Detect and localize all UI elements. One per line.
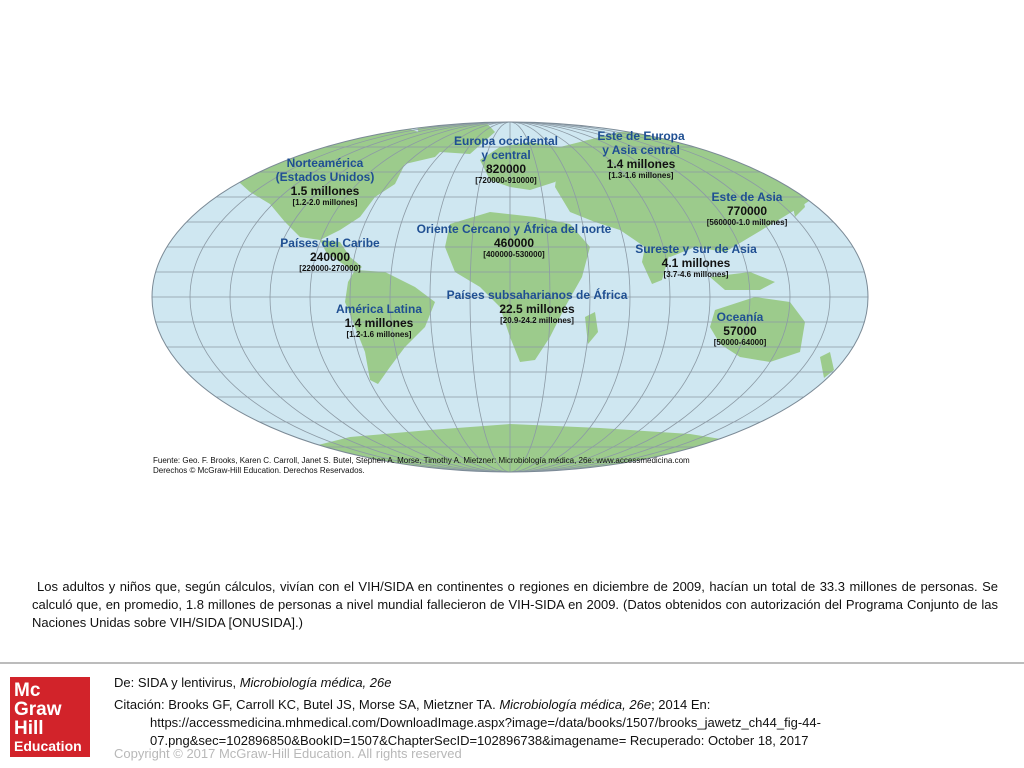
region-range: [400000-530000]: [483, 250, 545, 259]
region-range: [220000-270000]: [299, 264, 361, 273]
region-label-subsaharianos: [447, 288, 628, 326]
source-book-title: Microbiología médica, 26e: [239, 675, 392, 690]
region-range: [1.2-2.0 millones]: [292, 198, 358, 207]
region-value: 1.5 millones: [290, 184, 360, 198]
region-range: [560000-1.0 millones]: [706, 218, 788, 227]
region-value: 4.1 millones: [661, 256, 731, 270]
region-value: 460000: [493, 236, 535, 250]
citation-url-line-2[interactable]: 07.png&sec=102896850&BookID=1507&ChapterSecID=102896738&imagename= Recuperado: October 18, 2017: [150, 733, 809, 748]
region-name: Norteamérica (Estados Unidos): [275, 156, 375, 184]
region-value: 57000: [723, 324, 757, 338]
region-name: América Latina: [335, 302, 423, 316]
logo-text-mc: Mc: [14, 680, 41, 701]
region-name: Oceanía: [716, 310, 764, 324]
region-label-oceania: [714, 310, 766, 348]
citation-suffix: ; 2014 En:: [651, 697, 711, 712]
region-value: 22.5 millones: [499, 302, 575, 316]
region-value: 820000: [485, 162, 527, 176]
region-name: Europa occidental y central: [453, 134, 559, 162]
region-label-sureste-asia: [635, 242, 757, 280]
citation-url-line-1[interactable]: https://accessmedicina.mhmedical.com/DownloadImage.aspx?image=/data/books/1507/brooks_jawetz_ch44_fig-44-: [150, 715, 821, 730]
region-label-este-europa: [597, 129, 684, 181]
logo-text-education: Education: [14, 738, 82, 754]
region-name: Este de Europa y Asia central: [597, 129, 685, 157]
copyright-notice: Copyright © 2017 McGraw-Hill Education. All rights reserved: [114, 746, 462, 761]
region-range: [50000-64000]: [713, 338, 767, 347]
region-value: 1.4 millones: [344, 316, 414, 330]
source-from-prefix: De: SIDA y lentivirus,: [114, 675, 240, 690]
region-name: Oriente Cercano y África del norte: [416, 222, 612, 236]
map-source-line-1: Fuente: Geo. F. Brooks, Karen C. Carroll, Janet S. Butel, Stephen A. Morse, Timothy A. Mietzner: Microbiología médica, 26e: www.accessmedicina.com: [153, 456, 690, 465]
region-label-oriente-cercano: [417, 222, 612, 260]
map-source-credit: [153, 456, 690, 476]
map-source-line-2: Derechos © McGraw-Hill Education. Derechos Reservados.: [153, 466, 365, 475]
logo-text-graw: Graw: [14, 699, 62, 720]
region-label-america-latina: [336, 302, 422, 340]
logo-text-hill: Hill: [14, 718, 44, 739]
world-map: [150, 112, 870, 478]
citation-separator: .: [492, 697, 500, 712]
figure-caption: [32, 578, 998, 632]
region-value: 240000: [309, 250, 351, 264]
source-citation: [114, 674, 1014, 750]
region-name: Países subsaharianos de África: [446, 288, 628, 302]
region-name: Este de Asia: [711, 190, 783, 204]
region-range: [720000-910000]: [475, 176, 537, 185]
region-label-europa-occidental: [454, 134, 558, 186]
region-range: [1.3-1.6 millones]: [608, 171, 674, 180]
region-name: Sureste y sur de Asia: [635, 242, 757, 256]
region-name: Países del Caribe: [280, 236, 380, 250]
region-range: [3.7-4.6 millones]: [663, 270, 729, 279]
region-label-este-asia: [707, 190, 787, 228]
region-label-caribe: [280, 236, 379, 274]
citation-book-title: Microbiología médica, 26e: [499, 697, 652, 712]
citation-prefix: Citación: Brooks GF, Carroll KC, Butel JS, Morse SA, Mietzner TA: [114, 697, 493, 712]
region-label-norteamerica: [276, 156, 375, 208]
mcgraw-hill-education-logo: [10, 677, 90, 757]
citation-line: [114, 696, 1014, 714]
footer-divider: [0, 662, 1024, 664]
figure-caption-text: Los adultos y niños que, según cálculos, vivían con el VIH/SIDA en continentes o regiones en diciembre de 2009, hacían un total de 33.3 millones de personas. Se calculó que, en promedio, 1.8 millones de personas a nivel mundial fallecieron de VIH-SIDA en 2009. (Datos obtenidos con autorización del Programa Conjunto de las Naciones Unidas sobre VIH/SIDA [ONUSIDA].): [32, 579, 998, 630]
region-value: 1.4 millones: [606, 157, 676, 171]
region-value: 770000: [726, 204, 768, 218]
source-from-line: [114, 674, 1014, 692]
region-range: [1.2-1.6 millones]: [346, 330, 412, 339]
region-range: [20.9-24.2 millones]: [500, 316, 574, 325]
